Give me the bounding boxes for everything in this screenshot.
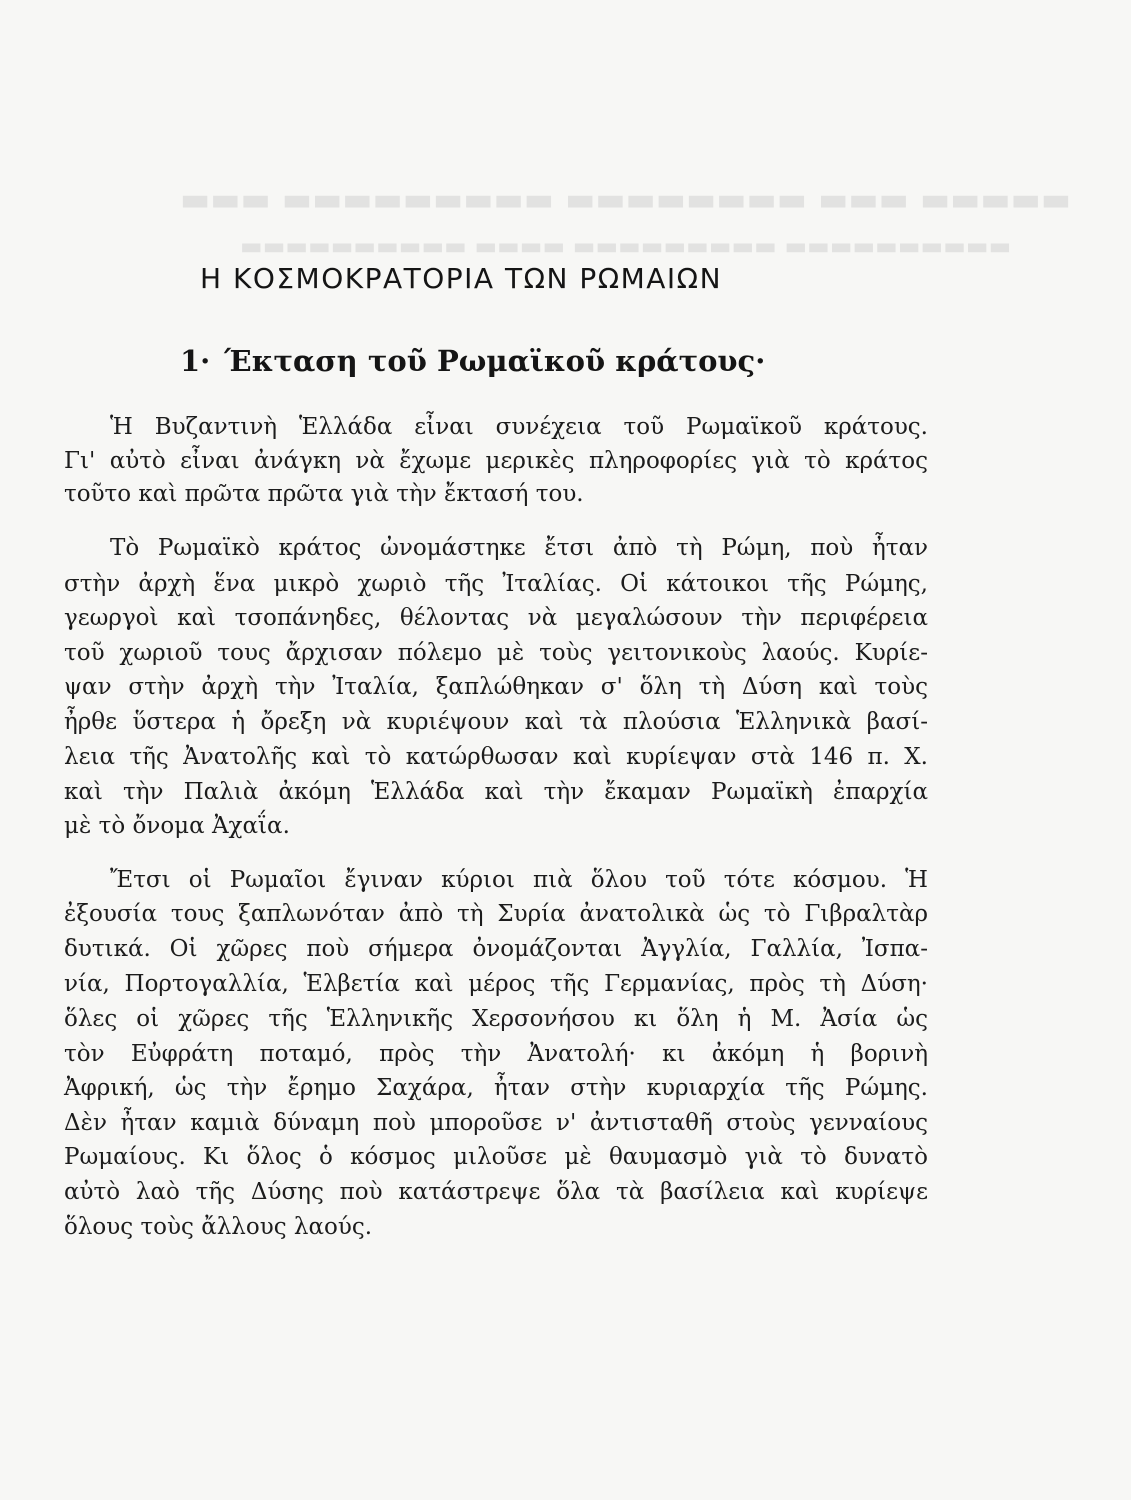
chapter-title: Η ΚΟΣΜΟΚΡΑΤΟΡΙΑ ΤΩΝ ΡΩΜΑΙΩΝ bbox=[200, 262, 723, 295]
bleed-through-line: ▬▬▬▬▬▬▬▬▬▬ ▬▬▬▬▬▬▬▬▬ ▬▬▬▬ ▬▬▬▬▬▬▬▬▬▬ bbox=[240, 232, 1012, 260]
section-title: Έκταση τοῦ Ρωμαϊκοῦ κράτους· bbox=[224, 344, 766, 378]
section-number: 1· bbox=[180, 344, 211, 378]
text-line: τοῦτο καὶ πρῶτα πρῶτα γιὰ τὴν ἔκτασή του. bbox=[64, 481, 584, 507]
text-line: ὅλους τοὺς ἄλλους λαούς. bbox=[64, 1214, 373, 1240]
text-line: Δὲν ἦταν καμιὰ δύναμη ποὺ μποροῦσε ν' ἀντισταθῆ στοὺς γενναίους bbox=[64, 1110, 928, 1136]
text-line: τοῦ χωριοῦ τους ἄρχισαν πόλεμο μὲ τοὺς γειτονικοὺς λαούς. Κυρίε- bbox=[64, 640, 928, 666]
text-line: καὶ τὴν Παλιὰ ἀκόμη Ἑλλάδα καὶ τὴν ἔκαμαν Ρωμαϊκὴ ἐπαρχία bbox=[64, 779, 928, 805]
text-line: ἐξουσία τους ξαπλωνόταν ἀπὸ τὴ Συρία ἀνατολικὰ ὡς τὸ Γιβραλτὰρ bbox=[64, 901, 928, 927]
text-line: δυτικά. Οἱ χῶρες ποὺ σήμερα ὀνομάζονται Ἀγγλία, Γαλλία, Ἰσπα- bbox=[64, 936, 928, 962]
text-line: Ἔτσι οἱ Ρωμαῖοι ἔγιναν κύριοι πιὰ ὅλου τοῦ τότε κόσμου. Ἡ bbox=[110, 867, 928, 893]
text-line: Γι' αὐτὸ εἶναι ἀνάγκη νὰ ἔχωμε μερικὲς πληροφορίες γιὰ τὸ κράτος bbox=[64, 448, 928, 474]
text-line: γεωργοὶ καὶ τσοπάνηδες, θέλοντας νὰ μεγαλώσουν τὴν περιφέρεια bbox=[64, 605, 928, 631]
text-line: αὐτὸ λαὸ τῆς Δύσης ποὺ κατάστρεψε ὅλα τὰ βασίλεια καὶ κυρίεψε bbox=[64, 1179, 928, 1205]
text-line: στὴν ἀρχὴ ἕνα μικρὸ χωριὸ τῆς Ἰταλίας. Οἱ κάτοικοι τῆς Ρώμης, bbox=[64, 571, 928, 597]
bleed-through-line: ▬▬▬▬▬ ▬▬▬ ▬▬▬▬▬▬▬▬ ▬▬▬▬▬▬▬▬▬ ▬▬▬ bbox=[180, 180, 1072, 218]
text-line: λεια τῆς Ἀνατολῆς καὶ τὸ κατώρθωσαν καὶ κυρίεψαν στὰ 146 π. Χ. bbox=[64, 744, 928, 770]
section-heading bbox=[180, 344, 765, 378]
text-line: ἦρθε ὕστερα ἡ ὄρεξη νὰ κυριέψουν καὶ τὰ πλούσια Ἑλληνικὰ βασί- bbox=[64, 709, 928, 735]
text-line: μὲ τὸ ὄνομα Ἀχαΐα. bbox=[64, 813, 290, 839]
text-line: τὸν Εὐφράτη ποταμό, πρὸς τὴν Ἀνατολή· κι ἀκόμη ἡ βορινὴ bbox=[64, 1041, 928, 1067]
text-line: ψαν στὴν ἀρχὴ τὴν Ἰταλία, ξαπλώθηκαν σ' ὅλη τὴ Δύση καὶ τοὺς bbox=[64, 674, 928, 700]
text-line: Ἀφρική, ὡς τὴν ἔρημο Σαχάρα, ἦταν στὴν κυριαρχία τῆς Ρώμης. bbox=[64, 1075, 928, 1101]
text-line: ὅλες οἱ χῶρες τῆς Ἑλληνικῆς Χερσονήσου κι ὅλη ἡ Μ. Ἀσία ὡς bbox=[64, 1006, 928, 1032]
text-line: νία, Πορτογαλλία, Ἑλβετία καὶ μέρος τῆς Γερμανίας, πρὸς τὴ Δύση· bbox=[64, 971, 928, 997]
text-line: Ρωμαίους. Κι ὅλος ὁ κόσμος μιλοῦσε μὲ θαυμασμὸ γιὰ τὸ δυνατὸ bbox=[64, 1144, 928, 1170]
text-line: Τὸ Ρωμαϊκὸ κράτος ὠνομάστηκε ἔτσι ἀπὸ τὴ Ρώμη, ποὺ ἦταν bbox=[110, 535, 928, 561]
text-line: Ἡ Βυζαντινὴ Ἑλλάδα εἶναι συνέχεια τοῦ Ρωμαϊκοῦ κράτους. bbox=[110, 414, 928, 440]
